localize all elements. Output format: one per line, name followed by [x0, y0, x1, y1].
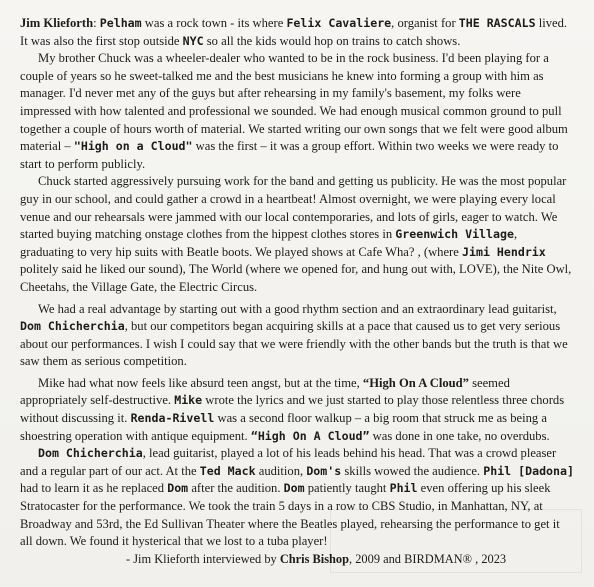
body-text: was a second floor walkup – a big room that struck me as being a shoestring operation with antique equipment. [20, 411, 547, 443]
emphasized-text: Chris Bishop [279, 551, 350, 566]
emphasized-text: Felix Cavaliere [286, 16, 392, 30]
body-text: We had a real advantage by starting out with a good rhythm section and an extraordinary lead guitarist, [38, 301, 557, 316]
body-text: so all the kids would hop on trains to catch shows. [203, 33, 461, 48]
body-text: lived. It was also the first stop outside [20, 16, 568, 48]
emphasized-text: Dom Chicherchia [38, 446, 143, 461]
interview-credit [20, 551, 574, 569]
body-text: skills wowed the audience. [341, 463, 484, 478]
paragraph-recording [20, 375, 574, 445]
body-text: was the first – it was a group effort. Within two weeks we were ready to start to perform publicly. [20, 139, 559, 171]
body-text: , 2009 and BIRDMAN® , 2023 [349, 551, 507, 566]
body-text: - Jim Klieforth interviewed by [126, 551, 280, 566]
body-text: wrote the lyrics and we just started to play those relentless three chords without discussing it. [20, 393, 565, 426]
paragraph-intro [20, 15, 574, 50]
paragraph-competition [20, 301, 574, 371]
body-text: even offering up his sleek Stratocaster for the performance. We took the train 5 days in a row to CBS Studio, in Manhattan, NY, at Broadway and 53rd, the Ed Sullivan Theater where the Beatles played, rehearsing the performance to get it all down. We found it hysterical that we lost to a tuba player! [20, 481, 560, 549]
body-text: , lead guitarist, played a lot of his leads behind his head. That was a crowd pleaser and a regular part of our act. At the [20, 446, 557, 478]
body-text: : [93, 16, 100, 30]
body-text: , but our competitors began acquiring skills at a pace that caused us to get very serious about our performances. I wish I could say that we were friendly with the other bands but the truth is that we saw them as serious competition. [20, 319, 568, 369]
body-text: had to learn it as he replaced [20, 481, 168, 496]
emphasized-text: THE RASCALS [458, 16, 536, 30]
emphasized-text: Jimi Hendrix [462, 244, 546, 259]
body-text: patiently taught [304, 481, 390, 496]
body-text: Chuck started aggressively pursuing work for the band and getting us publicity. He was the most popular guy in our school, and could gather a crowd in a heartbeat! Almost overnight, we were playing every local venue and our rehearsals were jammed with our local contemporaries, and lots of girls, eager to watch. We started buying matching onstage clothes from the hippest clothes stores in [20, 174, 567, 242]
emphasized-text: Dom [283, 481, 305, 496]
emphasized-text: Dom [167, 481, 189, 496]
emphasized-text: NYC [182, 33, 204, 48]
emphasized-text: "High on a Cloud" [73, 139, 193, 154]
paragraph-ed-sullivan [20, 445, 574, 551]
body-text: seemed appropriately self-destructive. [20, 375, 510, 408]
paragraph-forming-band [20, 50, 574, 173]
body-text: was a rock town - its where [141, 16, 287, 30]
emphasized-text: Greenwich Village [395, 227, 514, 242]
paragraph-publicity [20, 173, 574, 296]
body-text: , graduating to very hip suits with Beatle boots. We played shows at Cafe Wha? , (where [20, 227, 518, 259]
body-text: Mike had what now feels like absurd teen angst, but at the time, [38, 375, 363, 390]
body-text: after the audition. [188, 481, 284, 496]
emphasized-text: Dom's [306, 463, 342, 478]
emphasized-text: Renda-Rivell [130, 411, 215, 426]
emphasized-text: “High On A Cloud” [250, 428, 370, 443]
body-text: My brother Chuck was a wheeler-dealer who wanted to be in the rock business. I'd been playing for a couple of years so he sweet-talked me and the best musicians he knew into forming a group with him as manager. I'd never met any of the guys but after rehearsing in my family's basement, my folks were impressed with how talented and professional we sounded. We had enough musical common ground to pull together a couple of hours worth of material. We started writing our own songs that we felt were good album material – [20, 51, 568, 154]
emphasized-text: Pelham [99, 16, 142, 30]
body-text: was done in one take, no overdubs. [369, 428, 550, 443]
emphasized-text: Dom Chicherchia [20, 319, 125, 334]
emphasized-text: Phil [389, 481, 418, 496]
emphasized-text: Ted Mack [199, 463, 256, 478]
emphasized-text: Phil [Dadona] [483, 463, 574, 478]
emphasized-text: “High On A Cloud” [362, 375, 469, 390]
body-text: , organist for [391, 16, 459, 30]
emphasized-text: Jim Klieforth [20, 16, 94, 30]
body-text: audition, [255, 463, 307, 478]
emphasized-text: Mike [174, 393, 203, 408]
body-text: politely said he liked our sound), The World (where we opened for, and hung out with, LOVE), the Nite Owl, Cheetahs, the Village Gate, the Electric Circus. [20, 262, 572, 294]
